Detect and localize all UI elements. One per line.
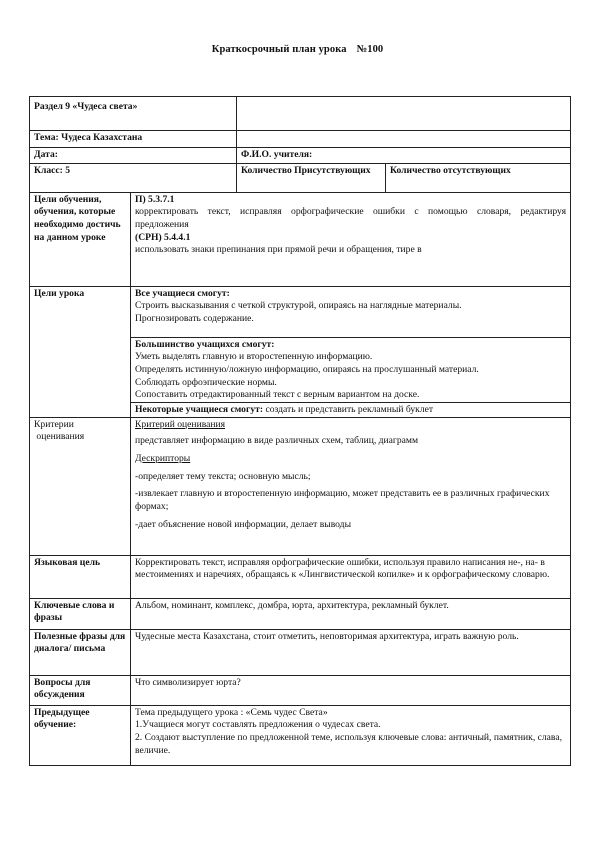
- most-students-goal-4: Сопоставить отредактированный текст с верным вариантом на доске.: [135, 389, 420, 401]
- all-students-goal-2: Прогнозировать содержание.: [135, 312, 254, 324]
- criteria-content: [131, 417, 571, 555]
- section-empty-cell: [237, 97, 571, 131]
- teacher-cell: Ф.И.О. учителя:: [237, 148, 571, 164]
- present-cell: Количество Присутствующих: [237, 163, 386, 192]
- date-row: [30, 148, 571, 164]
- lesson-goals-row: [30, 286, 571, 417]
- useful-phrases-text: Чудесные места Казахстана, стоит отметить, неповторимая архитектура, играть важную роль.: [131, 629, 571, 675]
- objectives-row: [30, 192, 571, 286]
- lesson-number: №100: [356, 44, 384, 55]
- lesson-goals-content: [131, 286, 571, 417]
- most-students-heading: Большинство учащихся смогут:: [135, 338, 275, 350]
- section-cell: Раздел 9 «Чудеса света»: [30, 97, 237, 131]
- criteria-label-2: оценивания: [34, 431, 85, 443]
- prior-learning-2: 1.Учащиеся могут составлять предложения о чудесах света.: [135, 719, 381, 731]
- descriptor-2: -извлекает главную и второстепенную информацию, может представить ее в различных графических формах;: [135, 488, 550, 512]
- objective-text-2: использовать знаки препинания при прямой речи и обращения, тире в: [135, 244, 422, 256]
- page-title: [0, 44, 595, 55]
- keywords-row: [30, 598, 571, 629]
- some-students-block: [131, 402, 570, 417]
- prior-learning-content: [131, 705, 571, 765]
- objective-code-1: П) 5.3.7.1: [135, 193, 175, 205]
- prior-learning-1: Тема предыдущего урока : «Семь чудес Света»: [135, 706, 328, 718]
- objective-code-2: (СРН) 5.4.4.1: [135, 231, 191, 243]
- all-students-heading: Все учащиеся смогут:: [135, 287, 230, 299]
- topic-empty-cell: [237, 131, 571, 148]
- class-cell: Класс: 5: [30, 163, 237, 192]
- most-students-goal-1: Уметь выделять главную и второстепенную информацию.: [135, 351, 373, 363]
- topic-cell: Тема: Чудеса Казахстана: [30, 131, 237, 148]
- plan-title: Краткосрочный план урока: [211, 44, 347, 55]
- language-goal-text: Корректировать текст, исправляя орфографические ошибки, используя правило написания не-, на- в местоимениях и наречиях, обращаясь к «Лингвистической копилке» и к орфографическому словарю.: [131, 555, 571, 598]
- lesson-goals-label: Цели урока: [30, 286, 131, 417]
- objectives-content: [131, 192, 571, 286]
- some-students-heading: Некоторые учащиеся смогут:: [135, 403, 264, 415]
- date-cell: Дата:: [30, 148, 237, 164]
- questions-label: Вопросы для обсуждения: [30, 675, 131, 705]
- useful-phrases-label: Полезные фразы для диалога/ письма: [30, 629, 131, 675]
- absent-cell: Количество отсутствующих: [386, 163, 571, 192]
- prior-learning-3: 2. Создают выступление по предложенной теме, используя ключевые слова: античный, памятник, слава, величие.: [135, 731, 562, 756]
- class-row: [30, 163, 571, 192]
- keywords-text: Альбом, номинант, комплекс, домбра, юрта, архитектура, рекламный буклет.: [131, 598, 571, 629]
- prior-learning-label: Предыдущее обучение:: [30, 705, 131, 765]
- criteria-row: [30, 417, 571, 555]
- lesson-plan-table: [29, 96, 571, 766]
- criteria-text: представляет информацию в виде различных схем, таблиц, диаграмм: [135, 435, 419, 447]
- most-students-goal-3: Соблюдать орфоэпические нормы.: [135, 376, 277, 388]
- objective-text-1: корректировать текст, исправляя орфографические ошибки с помощью словаря, редактируя предложения: [135, 206, 567, 230]
- descriptors-heading: Дескрипторы: [135, 452, 191, 464]
- language-goal-row: [30, 555, 571, 598]
- criteria-label-1: Критерии: [34, 418, 74, 430]
- descriptor-1: -определяет тему текста; основную мысль;: [135, 470, 311, 482]
- spacer: [135, 326, 566, 337]
- questions-text: Что символизирует юрта?: [131, 675, 571, 705]
- useful-phrases-row: [30, 629, 571, 675]
- section-row: [30, 97, 571, 131]
- criteria-label: [30, 417, 131, 555]
- language-goal-label: Языковая цель: [30, 555, 131, 598]
- some-students-goal: создать и представить рекламный буклет: [263, 403, 434, 415]
- descriptor-3: -дает объяснение новой информации, делает выводы: [135, 518, 352, 530]
- keywords-label: Ключевые слова и фразы: [30, 598, 131, 629]
- criteria-heading: Критерий оценивания: [135, 418, 226, 430]
- prior-learning-row: [30, 705, 571, 765]
- topic-row: [30, 131, 571, 148]
- objectives-label: Цели обучения, обучения, которые необходимо достичь на данном уроке: [30, 192, 131, 286]
- most-students-goal-2: Определять истинную/ложную информацию, опираясь на прослушанный материал.: [135, 363, 479, 375]
- most-students-block: [131, 337, 570, 402]
- questions-row: [30, 675, 571, 705]
- all-students-goal-1: Строить высказывания с четкой структурой, опираясь на наглядные материалы.: [135, 300, 462, 312]
